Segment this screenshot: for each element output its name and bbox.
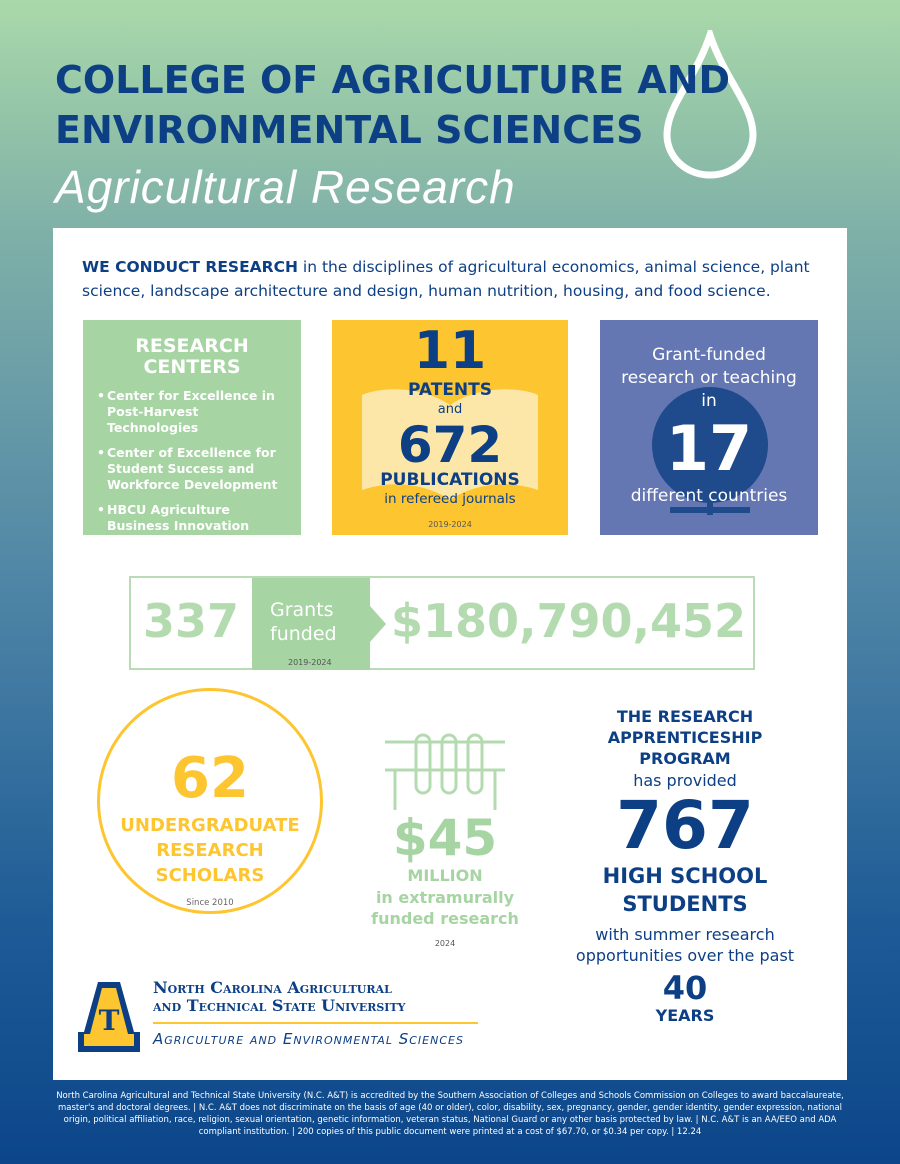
patents-label: PATENTS [407,380,492,400]
apprentice-years-label: YEARS [655,1006,715,1025]
title-line-1: COLLEGE OF AGRICULTURE AND [55,58,731,102]
apprentice-title: THE RESEARCH APPRENTICESHIP PROGRAM [607,707,763,768]
countries-post: different countries [630,486,788,506]
scholars-since: Since 2010 [186,898,234,908]
patents-box [332,320,568,535]
apprentice-desc: with summer research opportunities over the past [575,925,795,965]
university-line-1: North Carolina Agricultural [153,978,392,997]
aggie-at-logo-icon [78,978,140,1054]
intro-body: in the disciplines of agricultural economics, animal science, plant science, landscape architecture and design, human nutrition, housing, and food science. [82,258,810,300]
center-item: • Center for Excellence in Post-Harvest Technologies [97,388,287,436]
research-centers-box [83,320,301,549]
grants-count: 337 [143,594,240,648]
test-tubes-icon [380,730,510,810]
grants-amount: $180,790,452 [391,594,747,648]
page-title [55,55,730,155]
center-item: • HBCU Agriculture Business Innovation Center [97,502,287,550]
intro-text [82,255,822,303]
countries-count: 17 [665,412,753,485]
arrow-icon [370,606,388,642]
apprentice-count: 767 [616,787,754,864]
patents-years: 2019-2024 [428,520,472,529]
funding-unit: MILLION [407,866,483,885]
center-item: • Center of Excellence for Student Success and Workforce Development [97,445,287,493]
logo-divider [153,1022,478,1024]
funding-year: 2024 [434,939,456,948]
footer-disclaimer: North Carolina Agricultural and Technical State University (N.C. A&T) is accredited by the Southern Association of Colleges and Schools Commission on Colleges to award baccalaureate, master's and doctoral degrees. | N.C. A&T does not discriminate on the basis of age (40 or older), color, disability, sex, pregnancy, gender, gender identity, gender expression, national origin, political affiliation, race, religion, sexual orientation, genetic information, veteran status, National Guard or any other basis protected by law. | N.C. A&T is an AA/EEO and ADA compliant institution. | 200 copies of this public document were printed at a cost of $67.70, or $0.34 per copy. | 12.24 [56,1091,844,1137]
scholars-circle [97,688,323,914]
apprenticeship-block [545,706,825,1025]
intro-bold: WE CONDUCT RESEARCH [82,258,298,276]
countries-pre: Grant-funded research or teaching in [621,345,797,411]
publications-label: PUBLICATIONS [380,470,520,490]
funding-amount: $45 [392,809,498,867]
grants-label-box [252,578,370,670]
apprentice-students: HIGH SCHOOL STUDENTS [602,864,768,916]
funding-block [360,730,530,948]
and-label: and [437,402,463,417]
countries-box [600,320,818,535]
university-name [153,979,406,1015]
research-centers-title: RESEARCH CENTERS [135,335,249,378]
grants-box [129,576,755,670]
patents-count: 11 [413,321,487,381]
department-name: Agriculture and Environmental Sciences [153,1030,464,1048]
grants-years: 2019-2024 [288,658,332,667]
funding-label: in extramurally funded research [371,888,519,928]
apprentice-has: has provided [633,771,737,790]
publications-sub: in refereed journals [384,491,516,507]
apprentice-years: 40 [662,969,708,1007]
svg-text:T: T [98,1004,120,1037]
page-subtitle: Agricultural Research [55,161,516,213]
scholars-count: 62 [171,746,249,811]
scholars-label: UNDERGRADUATE RESEARCH SCHOLARS [120,815,300,886]
publications-count: 672 [397,416,503,474]
university-line-2: and Technical State University [153,996,406,1015]
title-line-2: ENVIRONMENTAL SCIENCES [55,108,644,152]
grants-label: Grants funded [270,599,337,645]
